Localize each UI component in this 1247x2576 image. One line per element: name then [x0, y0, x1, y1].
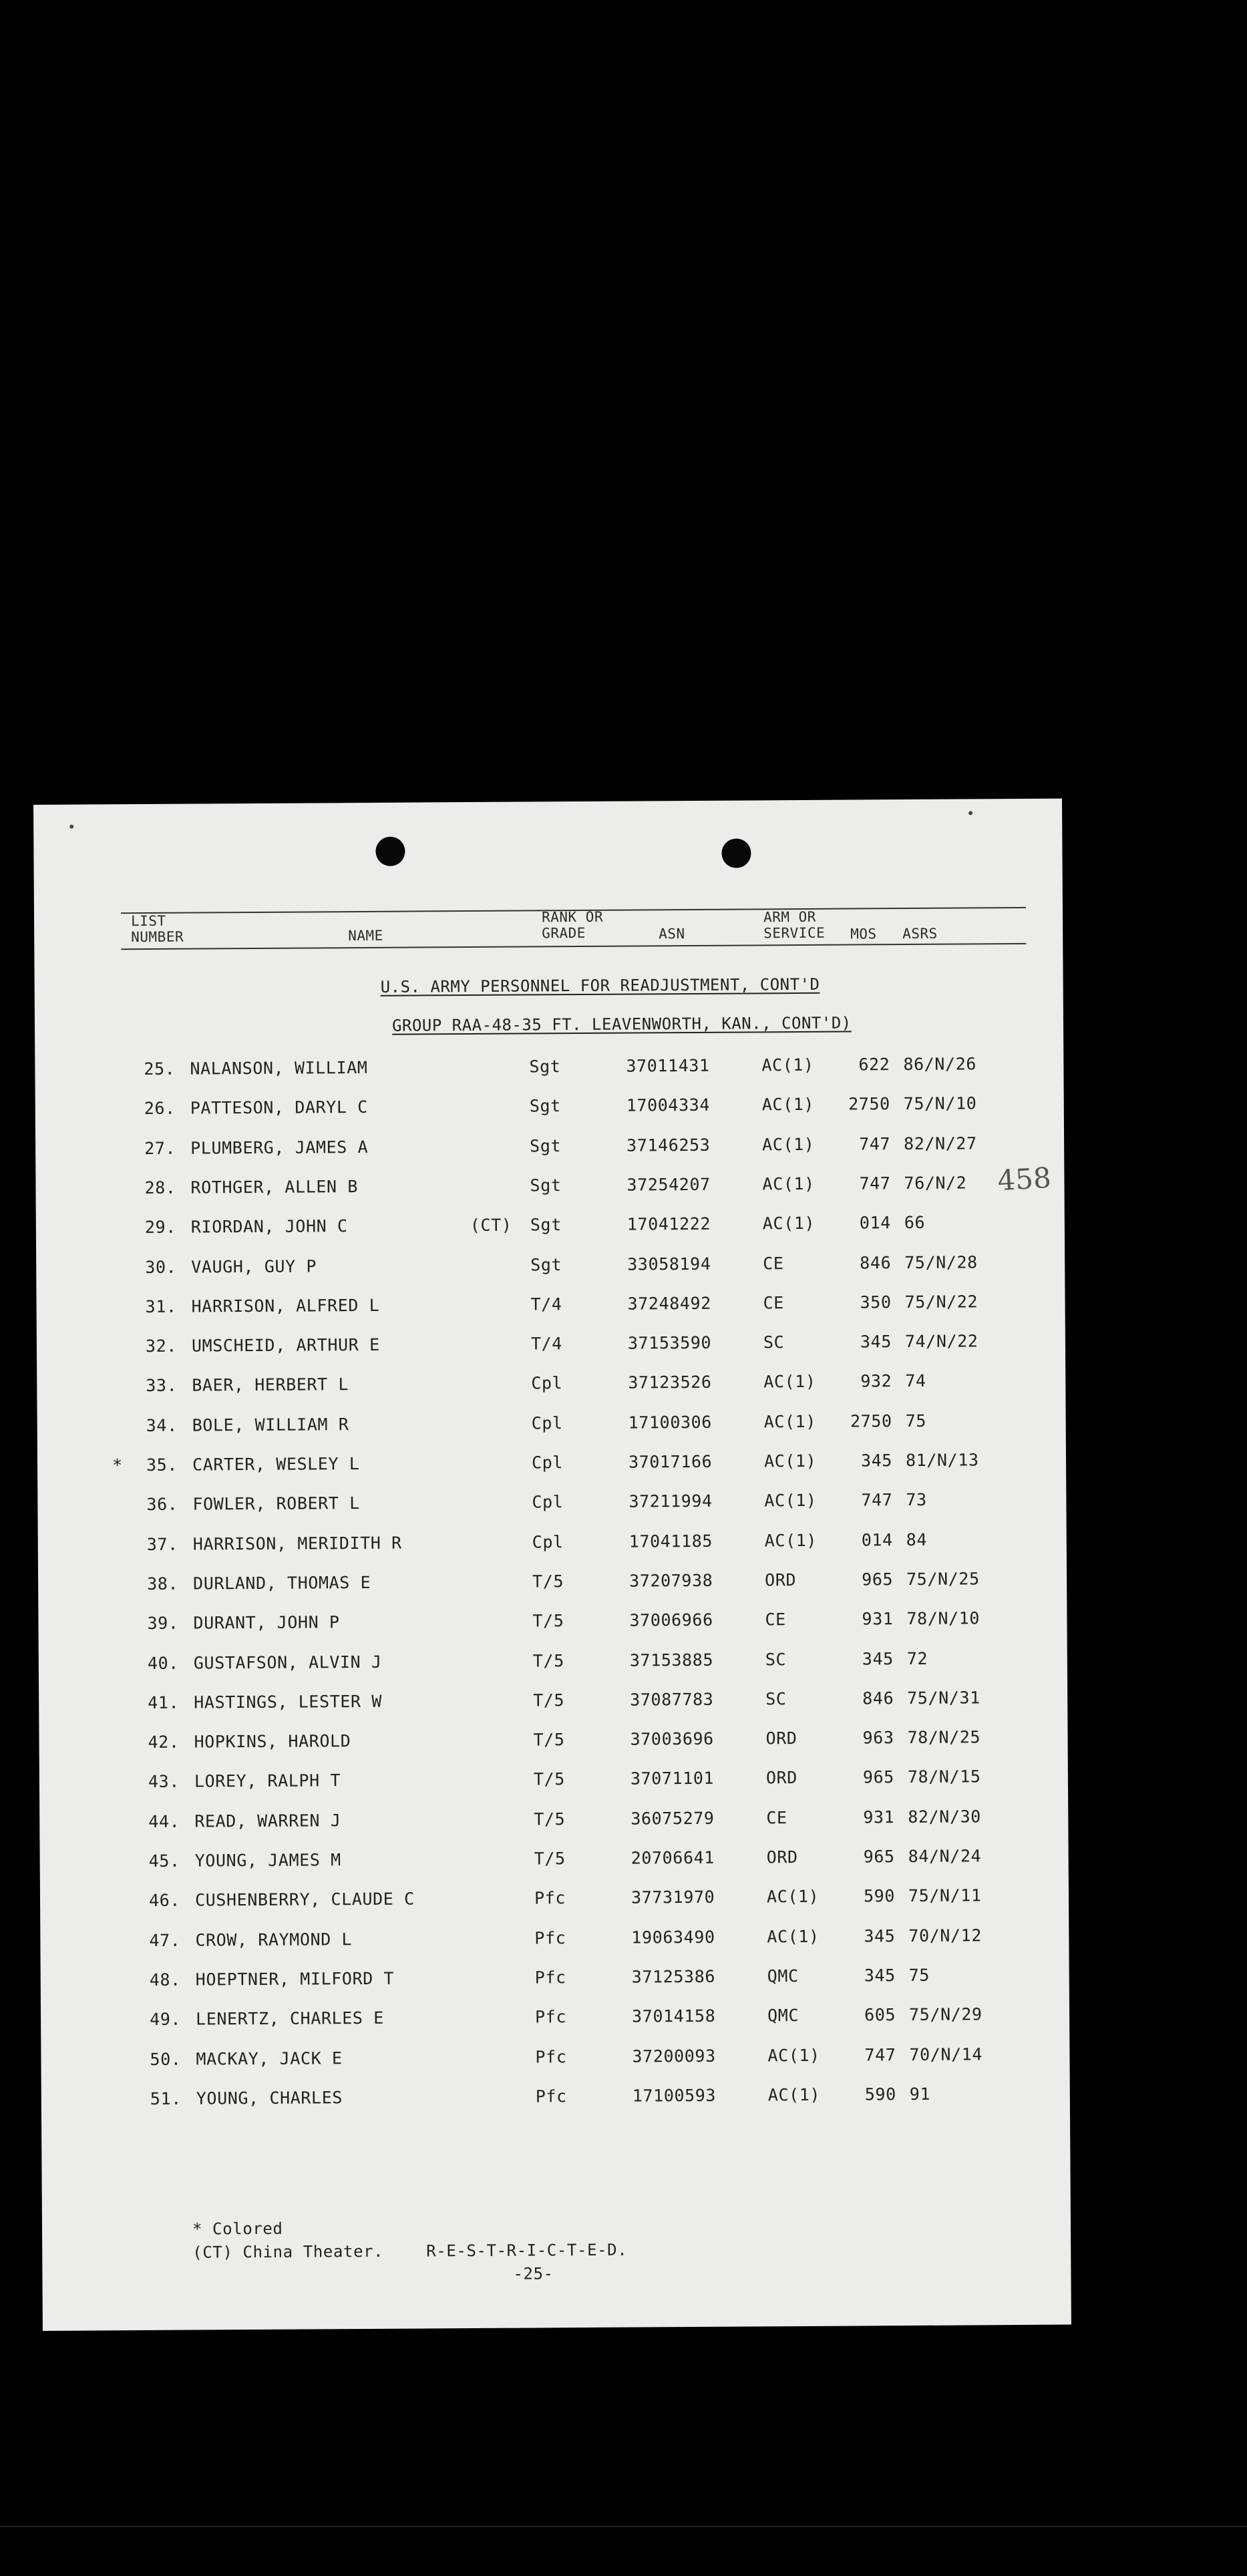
cell-grade: Cpl	[531, 1413, 563, 1433]
restricted-stamp: R-E-S-T-R-I-C-T-E-D.	[426, 2240, 628, 2261]
cell-arm: AC(1)	[764, 1530, 818, 1550]
table-row	[36, 1212, 1065, 1245]
table-row	[35, 1093, 1064, 1126]
punch-hole	[375, 837, 405, 866]
cell-num: 32.	[145, 1336, 178, 1356]
cell-arm: AC(1)	[763, 1411, 817, 1432]
cell-asrs: 70/N/12	[908, 1925, 983, 1946]
cell-grade: Pfc	[535, 2086, 567, 2106]
footnote-colored: * Colored	[192, 2219, 283, 2239]
cell-asrs: 76/N/2	[904, 1173, 967, 1193]
cell-num: 27.	[144, 1138, 176, 1158]
cell-grade: Sgt	[529, 1096, 561, 1116]
cell-mos: 965	[862, 1767, 895, 1787]
cell-asn: 37123526	[628, 1372, 712, 1393]
cell-num: 40.	[147, 1653, 179, 1673]
cell-num: 36.	[146, 1494, 178, 1515]
cell-name: READ, WARREN J	[194, 1810, 341, 1831]
header-name: NAME	[348, 927, 383, 944]
cell-grade: Cpl	[532, 1492, 564, 1512]
cell-name: PLUMBERG, JAMES A	[190, 1137, 369, 1158]
cell-arm: ORD	[766, 1847, 798, 1867]
cell-asrs: 78/N/25	[907, 1727, 981, 1748]
table-row	[36, 1252, 1065, 1284]
cell-arm: CE	[763, 1253, 784, 1273]
cell-grade: T/5	[533, 1690, 565, 1710]
cell-arm: SC	[765, 1649, 787, 1669]
table-row	[40, 1885, 1069, 1918]
cell-grade: T/5	[534, 1849, 566, 1869]
header-arm-or-service: ARM OR SERVICE	[763, 908, 826, 942]
cell-grade: Cpl	[532, 1531, 564, 1552]
cell-num: 47.	[149, 1930, 181, 1950]
cell-asrs: 74/N/22	[904, 1331, 978, 1352]
cell-num: 51.	[150, 2088, 182, 2108]
cell-asrs: 70/N/14	[909, 2044, 983, 2064]
cell-grade: T/5	[534, 1809, 566, 1829]
cell-name: HARRISON, MERIDITH R	[192, 1533, 402, 1554]
cell-arm: CE	[765, 1610, 786, 1630]
cell-grade: Sgt	[529, 1057, 561, 1077]
cell-asn: 37153885	[629, 1650, 714, 1670]
cell-grade: Pfc	[535, 2007, 567, 2027]
header-asrs: ASRS	[902, 925, 938, 942]
cell-name: VAUGH, GUY P	[191, 1256, 317, 1277]
cell-name: HOEPTNER, MILFORD T	[195, 1968, 395, 1990]
cell-asrs: 75/N/22	[904, 1292, 978, 1312]
cell-mos: 931	[863, 1807, 895, 1827]
cell-mos: 846	[862, 1688, 894, 1708]
cell-arm: AC(1)	[762, 1173, 815, 1194]
cell-num: 26.	[144, 1099, 176, 1119]
cell-name: BAER, HERBERT L	[192, 1374, 349, 1395]
table-row	[39, 1806, 1068, 1839]
cell-arm: AC(1)	[767, 1926, 820, 1946]
cell-asrs: 91	[909, 2084, 931, 2104]
cell-asn: 17100593	[632, 2085, 717, 2106]
cell-grade: Sgt	[530, 1254, 562, 1274]
cell-asn: 17041185	[629, 1531, 713, 1551]
cell-name: NALANSON, WILLIAM	[190, 1057, 368, 1079]
cell-num: 45.	[148, 1851, 180, 1871]
table-row	[37, 1489, 1066, 1522]
cell-asn: 37200093	[632, 2046, 716, 2066]
cell-asrs: 75/N/31	[907, 1688, 981, 1708]
cell-num: 30.	[145, 1257, 177, 1277]
handwritten-page-mark: 458	[997, 1161, 1052, 1198]
cell-asn: 37731970	[631, 1887, 715, 1907]
footnote-china-theater: (CT) China Theater.	[192, 2241, 384, 2262]
table-row	[37, 1291, 1065, 1324]
speck	[968, 811, 972, 815]
header-asn: ASN	[659, 926, 685, 942]
cell-arm: ORD	[765, 1728, 797, 1749]
cell-name: FOWLER, ROBERT L	[192, 1493, 360, 1514]
cell-num: 33.	[146, 1376, 178, 1396]
cell-asn: 37211994	[629, 1491, 713, 1511]
table-row	[39, 1648, 1067, 1680]
cell-mos: 605	[864, 2005, 896, 2025]
cell-mos: 747	[861, 1490, 893, 1510]
table-row	[35, 1133, 1064, 1165]
page-number: -25-	[513, 2264, 554, 2283]
cell-grade: T/5	[532, 1572, 564, 1592]
cell-mos: 747	[859, 1173, 891, 1193]
cell-arm: AC(1)	[763, 1372, 816, 1392]
cell-name: LOREY, RALPH T	[194, 1771, 341, 1791]
cell-arm: AC(1)	[761, 1095, 815, 1115]
cell-arm: AC(1)	[767, 2084, 821, 2105]
cell-grade: T/5	[532, 1611, 564, 1631]
table-row	[39, 1687, 1067, 1720]
cell-grade: Pfc	[534, 1968, 566, 1988]
cell-asrs: 84/N/24	[908, 1846, 982, 1867]
cell-asn: 37248492	[627, 1293, 711, 1314]
cell-name: GUSTAFSON, ALVIN J	[193, 1652, 382, 1673]
cell-grade: T/4	[530, 1334, 563, 1354]
cell-name: MACKAY, JACK E	[196, 2048, 343, 2069]
table-row	[41, 2004, 1069, 2037]
cell-arm: AC(1)	[767, 2045, 820, 2065]
cell-name: YOUNG, JAMES M	[194, 1850, 341, 1871]
cell-arm: CE	[763, 1292, 784, 1313]
cell-name: HOPKINS, HAROLD	[194, 1731, 351, 1752]
table-row	[41, 1964, 1069, 1997]
cell-asrs: 75/N/11	[908, 1885, 982, 1906]
cell-num: 42.	[148, 1732, 180, 1753]
cell-grade: Sgt	[530, 1175, 562, 1195]
cell-asrs: 74	[905, 1371, 926, 1391]
cell-mos: 2750	[850, 1411, 892, 1431]
cell-arm: QMC	[767, 2006, 799, 2026]
cell-asrs: 84	[906, 1529, 928, 1549]
cell-name: YOUNG, CHARLES	[196, 2088, 343, 2108]
cell-num: 37.	[146, 1534, 178, 1554]
table-row	[38, 1608, 1067, 1641]
cell-num: 44.	[148, 1811, 180, 1831]
cell-arm: ORD	[765, 1570, 797, 1590]
cell-asn: 17041222	[627, 1214, 711, 1234]
cell-mos: 345	[860, 1451, 893, 1471]
cell-num: 50.	[150, 2049, 182, 2069]
cell-name: CUSHENBERRY, CLAUDE C	[194, 1889, 415, 1910]
table-row	[37, 1450, 1066, 1483]
cell-num: 43.	[148, 1772, 180, 1792]
cell-num: 31.	[145, 1296, 177, 1316]
table-row	[35, 1054, 1063, 1087]
scan-edge-line	[0, 2526, 1247, 2527]
cell-arm: AC(1)	[764, 1491, 817, 1511]
cell-arm: SC	[765, 1688, 787, 1709]
table-row	[40, 1846, 1069, 1879]
cell-mos: 965	[862, 1570, 894, 1590]
cell-mos: 747	[859, 1133, 891, 1154]
table-row	[39, 1727, 1067, 1760]
cell-mos: 846	[860, 1252, 892, 1272]
cell-arm: SC	[763, 1332, 785, 1352]
cell-asrs: 82/N/27	[904, 1133, 977, 1153]
cell-arm: AC(1)	[766, 1887, 820, 1907]
cell-asrs: 78/N/15	[907, 1767, 981, 1787]
cell-grade: Pfc	[535, 2046, 567, 2066]
section-title: U.S. ARMY PERSONNEL FOR READJUSTMENT, CONT'D	[380, 974, 820, 996]
cell-name: CROW, RAYMOND L	[195, 1929, 353, 1950]
cell-arm: AC(1)	[763, 1451, 817, 1471]
cell-mos: 345	[862, 1648, 894, 1668]
table-row	[37, 1370, 1065, 1403]
cell-mos: 590	[863, 1886, 896, 1906]
cell-name: LENERTZ, CHARLES E	[196, 2008, 384, 2029]
header-bottom-rule	[121, 943, 1026, 950]
cell-name: UMSCHEID, ARTHUR E	[191, 1334, 380, 1356]
cell-asrs: 75/N/29	[909, 2004, 983, 2025]
cell-arm: AC(1)	[762, 1214, 816, 1234]
cell-asrs: 75/N/25	[906, 1569, 980, 1589]
table-row	[39, 1767, 1068, 1799]
cell-asrs: 75	[908, 1965, 930, 1985]
cell-grade: T/5	[533, 1769, 565, 1789]
cell-mos: 931	[862, 1609, 894, 1629]
cell-arm: ORD	[765, 1768, 797, 1788]
cell-asn: 37254207	[627, 1174, 711, 1195]
cell-asn: 37207938	[629, 1570, 713, 1591]
punch-hole	[721, 838, 751, 868]
table-row	[40, 1925, 1069, 1958]
cell-asn: 17100306	[628, 1412, 712, 1433]
cell-num: 34.	[146, 1415, 178, 1435]
cell-name: RIORDAN, JOHN C	[190, 1216, 348, 1237]
cell-mos: 350	[860, 1292, 892, 1312]
cell-mos: 965	[863, 1847, 895, 1867]
cell-asn: 36075279	[631, 1808, 715, 1829]
cell-asn: 37146253	[627, 1135, 711, 1155]
cell-asn: 33058194	[627, 1254, 711, 1274]
cell-name: DURLAND, THOMAS E	[193, 1572, 371, 1594]
cell-asn: 37011431	[626, 1055, 710, 1076]
cell-grade: Sgt	[530, 1215, 562, 1235]
cell-star: *	[112, 1455, 123, 1475]
cell-asrs: 86/N/26	[903, 1054, 977, 1075]
cell-asrs: 72	[906, 1648, 928, 1668]
cell-name: CARTER, WESLEY L	[192, 1454, 360, 1475]
cell-name: PATTESON, DARYL C	[190, 1097, 368, 1118]
cell-grade: Pfc	[534, 1927, 566, 1948]
cell-num: 48.	[149, 1970, 181, 1990]
group-title: GROUP RAA-48-35 FT. LEAVENWORTH, KAN., CONT'D)	[391, 1013, 852, 1035]
cell-mos: 2750	[848, 1094, 890, 1114]
cell-asn: 19063490	[631, 1927, 715, 1948]
table-row	[38, 1529, 1067, 1561]
cell-asn: 37087783	[630, 1689, 714, 1710]
cell-grade: Sgt	[530, 1135, 562, 1156]
table-row	[41, 2083, 1070, 2116]
cell-asrs: 81/N/13	[905, 1450, 979, 1471]
cell-asn: 37017166	[628, 1451, 713, 1472]
cell-name: ROTHGER, ALLEN B	[190, 1176, 359, 1198]
cell-asn: 37153590	[627, 1332, 712, 1353]
cell-asrs: 75/N/28	[904, 1252, 978, 1272]
cell-grade: Pfc	[534, 1888, 566, 1908]
cell-arm: CE	[766, 1807, 787, 1828]
cell-asn: 20706641	[631, 1847, 715, 1868]
cell-asrs: 73	[906, 1490, 927, 1510]
cell-num: 41.	[148, 1692, 180, 1712]
cell-name: DURANT, JOHN P	[193, 1612, 340, 1633]
cell-grade: T/4	[530, 1294, 562, 1314]
header-rank-or-grade: RANK OR GRADE	[541, 908, 604, 942]
cell-asrs: 82/N/30	[908, 1807, 981, 1827]
cell-mos: 963	[862, 1728, 894, 1748]
cell-mos: 345	[864, 1925, 896, 1946]
cell-name: HARRISON, ALFRED L	[191, 1295, 380, 1316]
cell-mos: 014	[861, 1529, 893, 1550]
cell-asn: 17004334	[626, 1095, 711, 1115]
cell-mos: 345	[860, 1332, 892, 1352]
cell-num: 29.	[144, 1217, 176, 1238]
header-mos: MOS	[850, 926, 877, 942]
cell-mos: 590	[864, 2084, 896, 2104]
cell-arm: AC(1)	[761, 1055, 814, 1075]
cell-num: 46.	[148, 1890, 181, 1911]
cell-ct: (CT)	[470, 1215, 512, 1236]
cell-arm: AC(1)	[762, 1134, 815, 1154]
cell-grade: T/5	[532, 1650, 564, 1670]
speck	[69, 825, 73, 829]
cell-asn: 37014158	[632, 2006, 716, 2026]
cell-grade: Cpl	[531, 1373, 563, 1393]
cell-asrs: 78/N/10	[906, 1608, 981, 1629]
cell-num: 49.	[150, 2009, 182, 2030]
cell-name: BOLE, WILLIAM R	[192, 1414, 349, 1435]
table-row	[35, 1172, 1064, 1205]
cell-asn: 37071101	[630, 1769, 715, 1789]
cell-asn: 37006966	[629, 1610, 713, 1630]
document-page	[33, 799, 1071, 2331]
cell-asrs: 66	[904, 1213, 926, 1233]
cell-num: 38.	[147, 1574, 179, 1594]
cell-mos: 014	[859, 1213, 891, 1233]
cell-asn: 37003696	[630, 1728, 714, 1749]
cell-num: 39.	[147, 1613, 179, 1634]
cell-asrs: 75	[905, 1411, 927, 1431]
table-row	[38, 1568, 1067, 1601]
cell-num: 35.	[146, 1455, 178, 1475]
cell-mos: 622	[858, 1055, 890, 1075]
table-row	[37, 1410, 1066, 1443]
header-list-number: LIST NUMBER	[130, 912, 184, 946]
cell-grade: T/5	[533, 1730, 565, 1750]
cell-mos: 932	[860, 1371, 892, 1391]
table-row	[37, 1331, 1065, 1364]
cell-asrs: 75/N/10	[903, 1093, 977, 1114]
cell-asn: 37125386	[631, 1966, 716, 1987]
cell-num: 28.	[144, 1177, 176, 1198]
table-row	[41, 2044, 1069, 2076]
cell-mos: 345	[864, 1966, 896, 1986]
cell-grade: Cpl	[531, 1453, 564, 1473]
cell-arm: QMC	[767, 1966, 799, 1986]
cell-mos: 747	[864, 2044, 896, 2064]
cell-num: 25.	[144, 1059, 176, 1079]
cell-name: HASTINGS, LESTER W	[194, 1691, 383, 1712]
